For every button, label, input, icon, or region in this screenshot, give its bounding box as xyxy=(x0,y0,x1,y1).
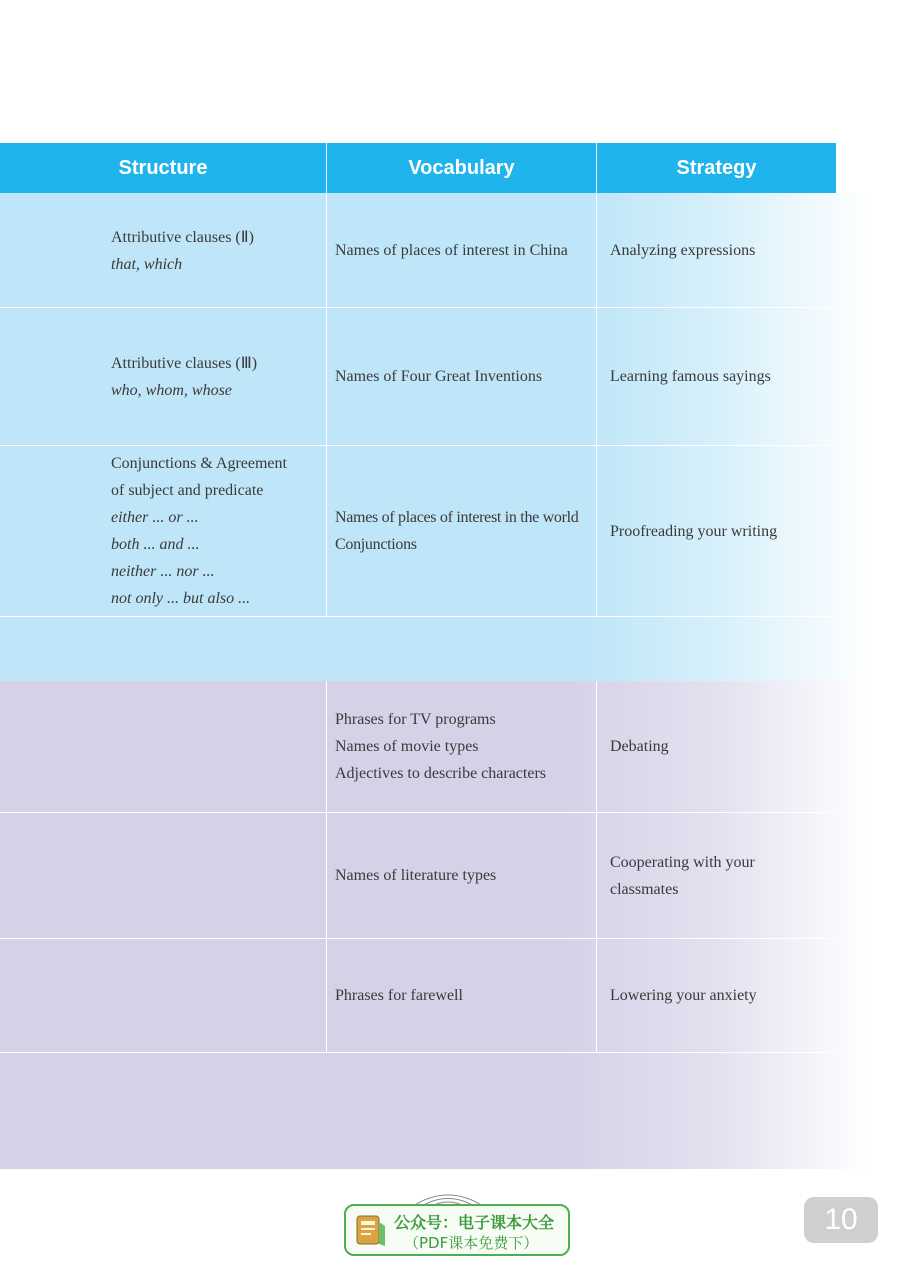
vocabulary-text: Names of places of interest in China xyxy=(335,242,568,259)
vocabulary-cell xyxy=(326,813,596,938)
strategy-cell xyxy=(596,446,836,616)
strategy-text: Lowering your anxiety xyxy=(610,987,757,1004)
structure-cell xyxy=(0,681,326,812)
vocabulary-text: Adjectives to describe characters xyxy=(335,765,547,782)
structure-text: of subject and predicate xyxy=(111,482,264,499)
header-structure: Structure xyxy=(118,156,208,179)
table-row xyxy=(0,446,836,617)
strategy-cell xyxy=(596,939,836,1052)
structure-example: both ... and ... xyxy=(111,536,200,553)
watermark-badge xyxy=(344,1204,570,1256)
structure-text: Conjunctions & Agreement xyxy=(111,455,287,472)
blue-spacer-row xyxy=(0,617,836,681)
page-number-badge: 10 xyxy=(804,1197,878,1243)
table-row xyxy=(0,194,836,308)
vocabulary-cell xyxy=(326,194,596,307)
structure-cell xyxy=(0,194,326,307)
strategy-cell xyxy=(596,681,836,812)
watermark-line2: （PDF课本免费下） xyxy=(404,1234,539,1252)
table-row xyxy=(0,681,836,813)
vocabulary-text: Names of Four Great Inventions xyxy=(335,368,543,385)
vocabulary-cell xyxy=(326,308,596,445)
structure-cell xyxy=(0,813,326,938)
vocabulary-text: Phrases for farewell xyxy=(335,987,463,1004)
header-vocabulary: Vocabulary xyxy=(326,143,596,193)
strategy-cell xyxy=(596,813,836,938)
structure-cell xyxy=(0,308,326,445)
table-row xyxy=(0,813,836,939)
table-header xyxy=(0,143,836,193)
structure-cell xyxy=(0,939,326,1052)
structure-example: either ... or ... xyxy=(111,509,199,526)
strategy-text: classmates xyxy=(610,880,679,898)
structure-example: neither ... nor ... xyxy=(111,563,215,580)
vocabulary-text: Conjunctions xyxy=(335,536,417,553)
header-strategy: Strategy xyxy=(596,143,836,193)
structure-example: not only ... but also ... xyxy=(111,590,251,607)
strategy-text: Analyzing expressions xyxy=(610,242,756,259)
strategy-text: Cooperating with your xyxy=(610,853,755,871)
strategy-cell xyxy=(596,308,836,445)
vocabulary-text: Names of literature types xyxy=(335,867,497,884)
structure-example: that, which xyxy=(111,255,183,273)
table-row xyxy=(0,308,836,446)
book-icon xyxy=(354,1212,388,1250)
structure-text: Attributive clauses (Ⅲ) xyxy=(111,354,258,372)
vocabulary-cell xyxy=(326,446,596,616)
vocabulary-cell xyxy=(326,681,596,812)
strategy-text: Proofreading your writing xyxy=(610,522,778,540)
vocabulary-text: Names of places of interest in the world xyxy=(335,509,579,526)
structure-example: who, whom, whose xyxy=(111,381,232,399)
vocabulary-cell xyxy=(326,939,596,1052)
strategy-text: Learning famous sayings xyxy=(610,368,771,385)
strategy-text: Debating xyxy=(610,738,669,755)
vocabulary-text: Phrases for TV programs xyxy=(335,711,496,728)
strategy-cell xyxy=(596,194,836,307)
structure-cell xyxy=(0,446,326,616)
table-row xyxy=(0,939,836,1053)
watermark-line1: 公众号：电子课本大全 xyxy=(394,1213,555,1232)
structure-text: Attributive clauses (Ⅱ) xyxy=(111,228,254,246)
vocabulary-text: Names of movie types xyxy=(335,738,479,755)
